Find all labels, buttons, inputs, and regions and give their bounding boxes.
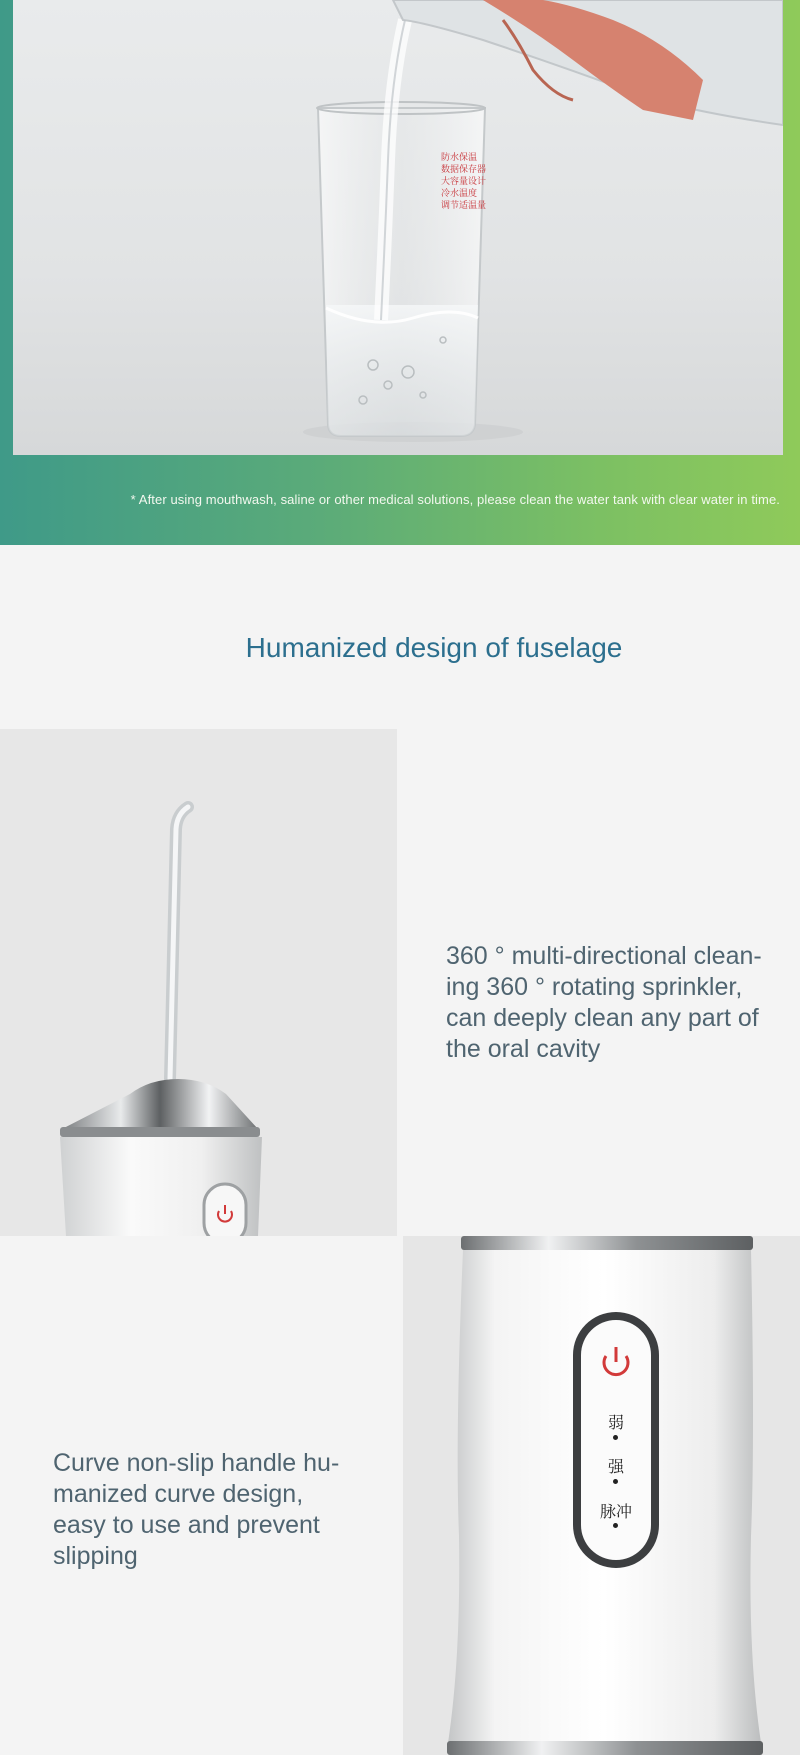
cup-label-line: 防水保温 xyxy=(441,153,478,163)
cup-label-line: 冷水温度 xyxy=(441,189,478,199)
handle-product-image xyxy=(403,1236,800,1755)
cup-label-line: 调节适温量 xyxy=(441,201,487,211)
feature-handle-text: Curve non-slip handle hu-manized curve design, easy to use and prevent slipping xyxy=(53,1449,340,1570)
mode-label-strong: 强 xyxy=(607,1457,624,1476)
cup-label-line: 大容量设计 xyxy=(441,177,487,187)
feature-nozzle-text: 360 ° multi-directional clean-ing 360 ° rotating sprinkler, can deeply clean any part of the oral cavity xyxy=(446,942,762,1063)
mode-indicator-dot xyxy=(613,1479,618,1484)
handle-illustration xyxy=(403,1236,800,1755)
mode-label-weak: 弱 xyxy=(607,1413,624,1432)
section-heading: Humanized design of fuselage xyxy=(245,632,623,663)
nozzle-illustration xyxy=(0,729,397,1236)
glass-illustration xyxy=(13,0,783,455)
cup-label-line: 数据保存器 xyxy=(441,165,487,175)
mode-label-pulse: 脉冲 xyxy=(599,1502,632,1521)
hero-banner xyxy=(0,0,800,545)
water-glass-photo xyxy=(13,0,783,455)
nozzle-product-image xyxy=(0,729,397,1236)
care-caption: * After using mouthwash, saline or other medical solutions, please clean the water tank with clear water in time. xyxy=(130,492,780,507)
mode-indicator-dot xyxy=(613,1435,618,1440)
mode-indicator-dot xyxy=(613,1523,618,1528)
